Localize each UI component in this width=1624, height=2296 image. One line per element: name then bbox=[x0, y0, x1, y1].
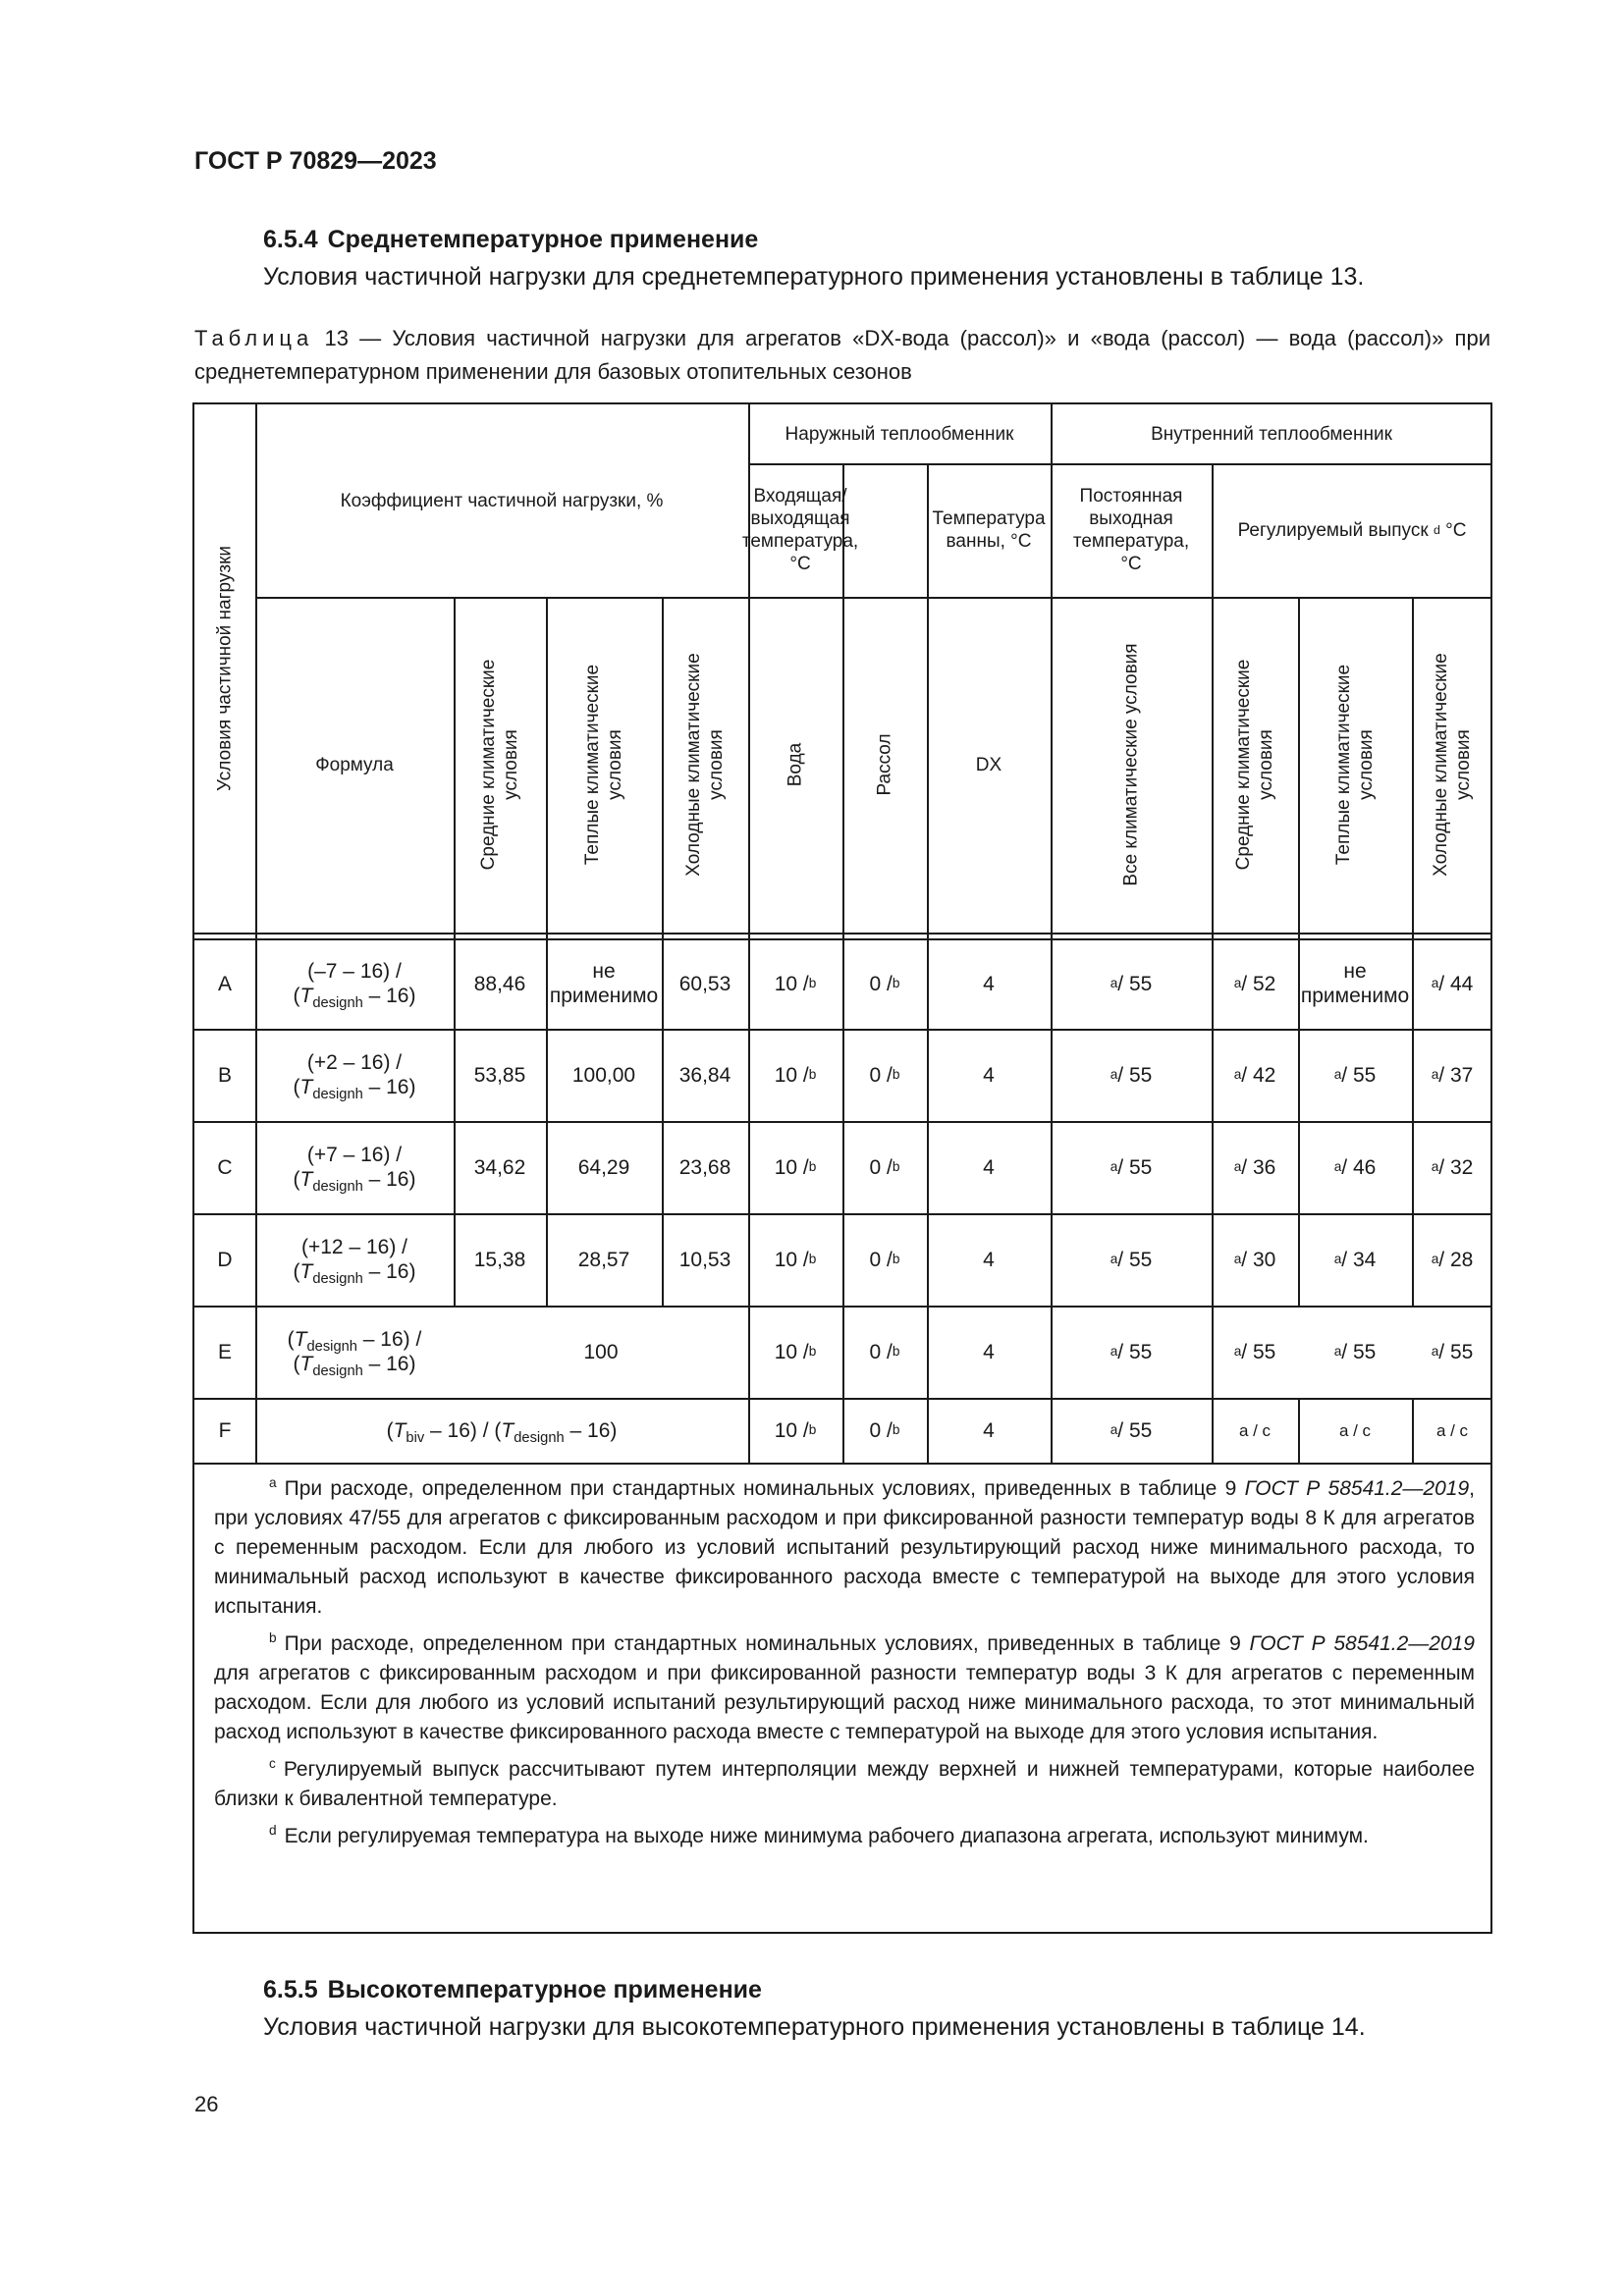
header-coefficient: Коэффициент частичной нагрузки, % bbox=[340, 490, 664, 511]
row-v-cold: a / 28 bbox=[1431, 1248, 1474, 1271]
row-avg: 34,62 bbox=[473, 1155, 526, 1179]
row-avg: 88,46 bbox=[473, 972, 526, 995]
row-dx: 4 bbox=[983, 972, 995, 995]
footnote-c: $^c$ Регулируемый выпуск рассчитывают путем интерполяции между верхней и нижней температурами, которые наиболее близки к бивалентной температуре. bbox=[214, 1756, 1475, 1810]
section-number: 6.5.4 bbox=[263, 226, 318, 253]
row-cold: 23,68 bbox=[678, 1155, 731, 1179]
row-brine: 0 / b bbox=[869, 972, 900, 995]
header-avg-climate: Средние климатические условия bbox=[478, 659, 521, 871]
row-label: B bbox=[217, 1063, 232, 1087]
section-6-5-4-heading bbox=[263, 226, 758, 254]
section-6-5-5-heading bbox=[263, 1976, 762, 2004]
row-v-warm: a / 55 bbox=[1333, 1063, 1377, 1087]
row-dx: 4 bbox=[983, 1155, 995, 1179]
row-water: 10 / b bbox=[774, 1155, 817, 1179]
row-brine: 0 / b bbox=[869, 1063, 900, 1087]
row-v-cold: a / 55 bbox=[1431, 1340, 1474, 1363]
row-v-cold: a / 44 bbox=[1431, 972, 1474, 995]
page-number: 26 bbox=[194, 2092, 219, 2116]
row-water: 10 / b bbox=[774, 1248, 817, 1271]
row-v-warm: a / 55 bbox=[1333, 1340, 1377, 1363]
header-warm-climate: Теплые климатические условия bbox=[582, 664, 625, 866]
caption-text: 13 — Условия частичной нагрузки для агрегатов «DX-вода (рассол)» и «вода (рассол) — вода (рассол)» при среднетемпературном применении для базовых отопительных сезонов bbox=[194, 326, 1490, 384]
row-dx: 4 bbox=[983, 1340, 995, 1363]
row-label: D bbox=[217, 1248, 233, 1271]
row-formula: (+12 – 16) / $(T_{designh} - 16)$ bbox=[293, 1236, 416, 1288]
section-title: Среднетемпературное применение bbox=[327, 226, 759, 253]
header-water: Вода bbox=[785, 742, 806, 787]
header-cold-climate: Холодные климатические условия bbox=[683, 653, 727, 877]
row-brine: 0 / b bbox=[869, 1340, 900, 1363]
row-formula: (–7 – 16) / $(T_{designh} - 16)$ bbox=[293, 960, 416, 1012]
row-label: A bbox=[217, 972, 232, 995]
row-dx: 4 bbox=[983, 1248, 995, 1271]
header-const-outlet: Постоянная выходная температура, °С bbox=[1072, 486, 1190, 574]
row-coefficient: 100 bbox=[583, 1340, 619, 1363]
header-brine: Рассол bbox=[874, 733, 895, 796]
row-v-avg: a / 52 bbox=[1233, 972, 1276, 995]
header-v-cold-climate: Холодные климатические условия bbox=[1431, 653, 1474, 877]
row-water: 10 / b bbox=[774, 1063, 817, 1087]
table-caption bbox=[194, 322, 1490, 389]
section-6-5-5-text: Условия частичной нагрузки для высокотемпературного применения установлены в таблице 14. bbox=[263, 2013, 1366, 2041]
row-warm: 100,00 bbox=[571, 1063, 636, 1087]
row-water: 10 / b bbox=[774, 1418, 817, 1442]
header-outdoor-hx: Наружный теплообменник bbox=[785, 423, 1014, 445]
row-all: a / 55 bbox=[1110, 1248, 1153, 1271]
row-v-cold: a / 37 bbox=[1431, 1063, 1474, 1087]
footnote-d: $^d$ Если регулируемая температура на выходе ниже минимума рабочего диапазона агрегата, используют минимум. bbox=[269, 1823, 1369, 1847]
document-id: ГОСТ Р 70829—2023 bbox=[194, 147, 437, 175]
header-v-warm-climate: Теплые климатические условия bbox=[1333, 664, 1377, 866]
row-formula: (+7 – 16) / $(T_{designh} - 16)$ bbox=[293, 1144, 416, 1196]
header-formula: Формула bbox=[315, 754, 394, 775]
row-all-climate: a / 55 bbox=[1110, 1418, 1153, 1442]
row-v-warm: a / c bbox=[1338, 1420, 1372, 1440]
row-label: F bbox=[218, 1418, 232, 1442]
row-brine: 0 / b bbox=[869, 1418, 900, 1442]
caption-label: Таблица bbox=[194, 326, 314, 350]
header-all-climate: Все климатические условия bbox=[1120, 643, 1142, 886]
section-6-5-4-text: Условия частичной нагрузки для среднетемпературного применения установлены в таблице 13. bbox=[263, 263, 1365, 291]
table-13 bbox=[192, 402, 1492, 1934]
row-water: 10 / b bbox=[774, 1340, 817, 1363]
row-warm: не применимо bbox=[549, 960, 659, 1007]
row-v-avg: a / 30 bbox=[1233, 1248, 1276, 1271]
row-cold: 36,84 bbox=[678, 1063, 731, 1087]
row-v-avg: a / 36 bbox=[1233, 1155, 1276, 1179]
row-v-cold: a / c bbox=[1435, 1420, 1469, 1440]
row-all: a / 55 bbox=[1110, 972, 1153, 995]
row-v-warm: не применимо bbox=[1300, 960, 1410, 1007]
row-warm: 64,29 bbox=[577, 1155, 630, 1179]
section-title: Высокотемпературное применение bbox=[327, 1976, 762, 2003]
row-all: a / 55 bbox=[1110, 1063, 1153, 1087]
header-dx: DX bbox=[975, 754, 1002, 775]
row-brine: 0 / b bbox=[869, 1248, 900, 1271]
row-v-avg: a / 42 bbox=[1233, 1063, 1276, 1087]
header-conditions: Условия частичной нагрузки bbox=[214, 545, 236, 792]
row-v-cold: a / 32 bbox=[1431, 1155, 1474, 1179]
row-label: C bbox=[217, 1155, 233, 1179]
row-v-warm: a / 46 bbox=[1333, 1155, 1377, 1179]
row-all-climate: a / 55 bbox=[1110, 1340, 1153, 1363]
row-warm: 28,57 bbox=[577, 1248, 630, 1271]
footnote-b: $^b$ При расходе, определенном при стандартных номинальных условиях, приведенных в таблице 9 ГОСТ Р 58541.2—2019 для агрегатов с фиксированным расходом и при фиксированной разности температур воды 3 К для агрегатов с переменным расходом. Если для любого из условий испытаний результирующий расход ниже минимального расхода, то этот минимальный расход используют в качестве фиксированного расхода вместе с температурой на выходе для этого условия испытания. bbox=[214, 1630, 1475, 1743]
row-cold: 10,53 bbox=[678, 1248, 731, 1271]
row-cold: 60,53 bbox=[678, 972, 731, 995]
row-v-avg: a / c bbox=[1238, 1420, 1272, 1440]
row-formula: (+2 – 16) / $(T_{designh} - 16)$ bbox=[293, 1051, 416, 1103]
row-label: E bbox=[217, 1340, 232, 1363]
row-water: 10 / b bbox=[774, 972, 817, 995]
header-indoor-hx: Внутренний теплообменник bbox=[1151, 423, 1392, 445]
section-number: 6.5.5 bbox=[263, 1976, 318, 2003]
header-variable-outlet: Регулируемый выпуск d °С bbox=[1237, 519, 1467, 541]
header-v-avg-climate: Средние климатические условия bbox=[1233, 659, 1276, 871]
row-all: a / 55 bbox=[1110, 1155, 1153, 1179]
row-v-avg: a / 55 bbox=[1233, 1340, 1276, 1363]
table-footnotes bbox=[214, 1474, 1475, 1859]
footnote-a: $^a$ При расходе, определенном при стандартных номинальных условиях, приведенных в таблице 9 ГОСТ Р 58541.2—2019, при условиях 47/55 для агрегатов с фиксированным расходом и при фиксированной разности температур воды 8 К для агрегатов с переменным расходом. Если для любого из условий испытаний результирующий расход ниже минимального расхода, то минимальный расход используют в качестве фиксированного расхода вместе с температурой на выходе для этого условия испытания. bbox=[214, 1475, 1475, 1618]
row-avg: 53,85 bbox=[473, 1063, 526, 1087]
row-brine: 0 / b bbox=[869, 1155, 900, 1179]
row-formula: $(T_{biv} - 16) / (T_{designh} - 16)$ bbox=[386, 1418, 618, 1446]
header-bath-temp: Температура ванны, °С bbox=[932, 508, 1046, 552]
row-avg: 15,38 bbox=[473, 1248, 526, 1271]
header-inlet-outlet: Входящая/ выходящая температура, °С bbox=[741, 486, 859, 574]
row-formula: $(T_{designh} - 16)$ / $(T_{designh} - 16)$ bbox=[287, 1328, 422, 1380]
row-dx: 4 bbox=[983, 1063, 995, 1087]
row-dx: 4 bbox=[983, 1418, 995, 1442]
row-v-warm: a / 34 bbox=[1333, 1248, 1377, 1271]
